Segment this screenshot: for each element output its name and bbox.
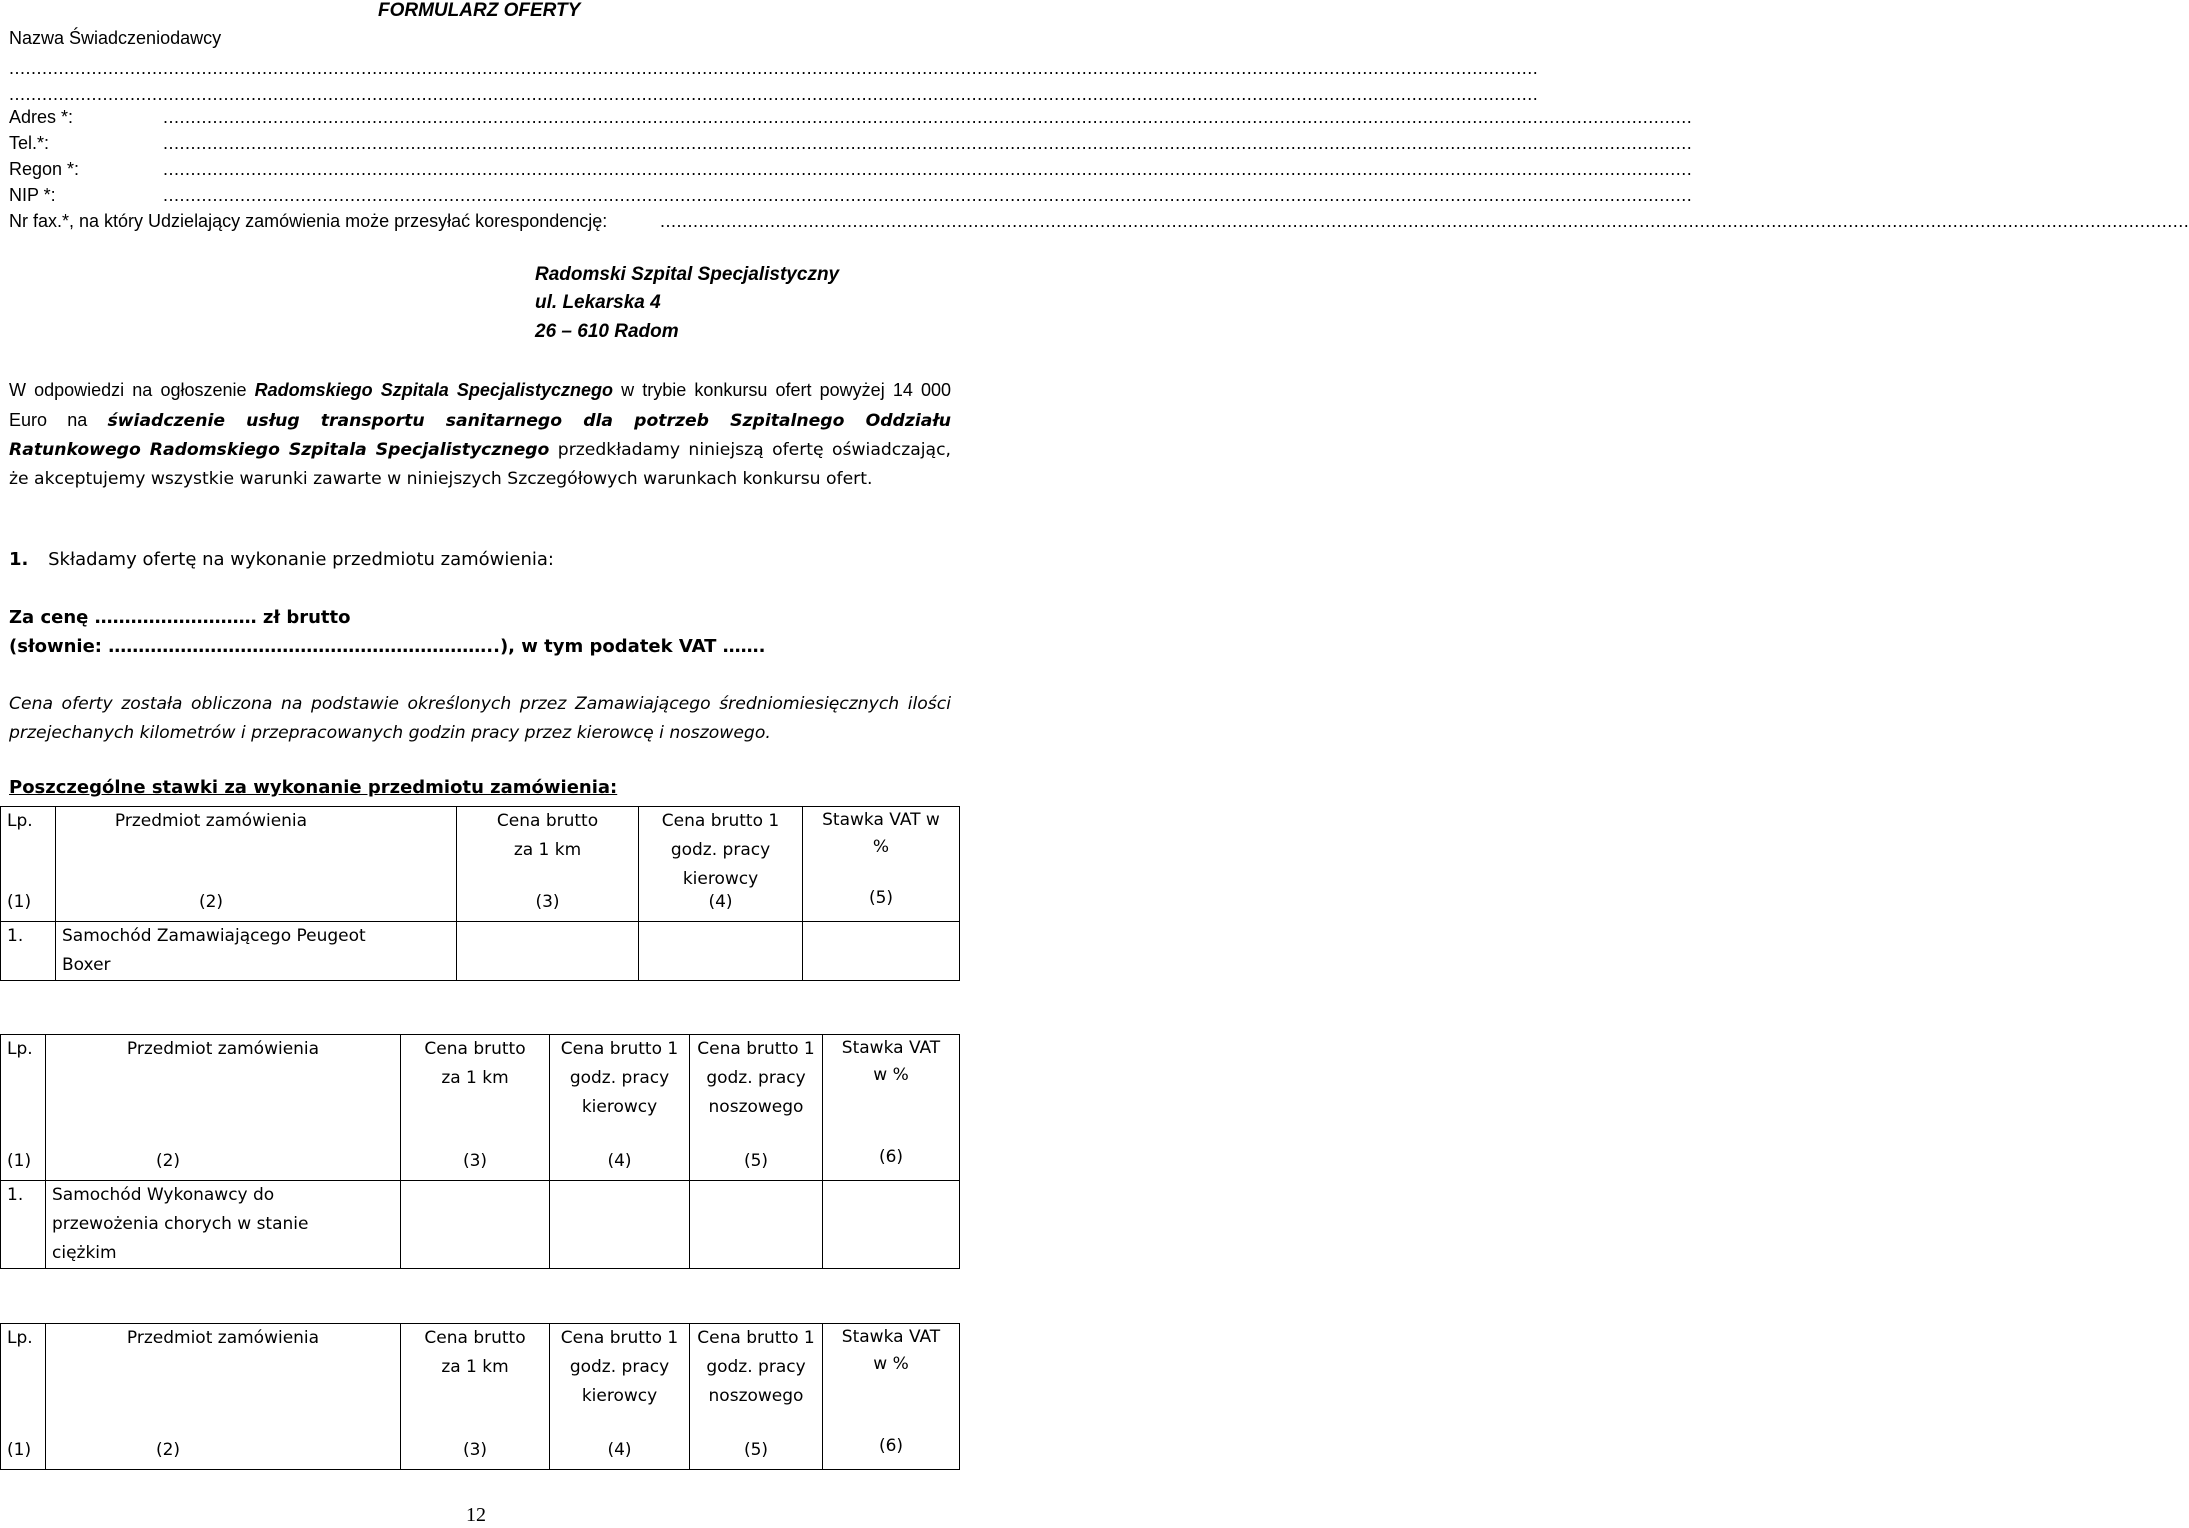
row-vat-input[interactable] — [823, 1181, 960, 1269]
header-driver: Cena brutto 1 godz. pracy kierowcy — [560, 1039, 679, 1117]
fax-field[interactable]: ...................................................................................................................................................................................................................................................................................... — [660, 211, 2189, 231]
section-1-number: 1. — [9, 549, 29, 570]
row-driver-price-input[interactable] — [550, 1181, 690, 1269]
recipient-name: Radomski Szpital Specjalistyczny — [535, 264, 840, 285]
row-km-price-input[interactable] — [457, 922, 639, 981]
section-1 — [9, 549, 554, 570]
column-number: (6) — [878, 1436, 904, 1456]
intro-text-1: W odpowiedzi na ogłoszenie — [9, 380, 255, 400]
rates-table-1 — [0, 806, 960, 981]
column-number: (5) — [868, 888, 894, 908]
price-words-line[interactable]: (słownie: ………………………………………………………..), w tym podatek VAT ……. — [9, 636, 766, 657]
intro-paragraph — [9, 376, 951, 494]
row-lp: 1. — [1, 1181, 46, 1269]
table-header-row — [1, 807, 960, 922]
column-number: (5) — [743, 1151, 769, 1171]
header-cell-vat — [823, 1035, 960, 1181]
header-cell-item — [46, 1035, 401, 1181]
intro-hospital-name: Radomskiego Szpitala Specjalistycznego — [254, 380, 613, 400]
header-cell-vat — [803, 807, 960, 922]
table-row — [1, 922, 960, 981]
recipient-street: ul. Lekarska 4 — [535, 292, 661, 313]
header-cell-lp — [1, 1324, 46, 1470]
header-vat: Stawka VAT w % — [841, 1038, 941, 1085]
regon-label: Regon *: — [9, 159, 80, 179]
row-item: Samochód Wykonawcy do przewożenia chorych w stanie ciężkim — [46, 1181, 401, 1269]
header-cell-km — [401, 1035, 550, 1181]
row-lp: 1. — [1, 922, 56, 981]
header-driver: Cena brutto 1 godz. pracy kierowcy — [661, 811, 780, 889]
table-row — [1, 1181, 960, 1269]
header-item: Przedmiot zamówienia — [126, 1039, 320, 1059]
header-cell-km — [401, 1324, 550, 1470]
price-note: Cena oferty została obliczona na podstawie określonych przez Zamawiającego średniomiesięcznych ilości przejechanych kilometrów i przepracowanych godzin pracy przez kierowcę i noszowego. — [9, 694, 951, 743]
column-number: (1) — [7, 1151, 32, 1171]
table-header-row — [1, 1035, 960, 1181]
row-km-price-input[interactable] — [401, 1181, 550, 1269]
header-lp: Lp. — [7, 811, 33, 831]
header-km: Cena brutto za 1 km — [424, 1039, 526, 1088]
column-number: (2) — [198, 892, 224, 912]
page-number: 12 — [466, 1504, 486, 1526]
column-number: (6) — [878, 1147, 904, 1167]
rates-table-2 — [0, 1034, 960, 1269]
column-number: (4) — [708, 892, 733, 912]
header-vat: Stawka VAT w % — [822, 810, 940, 857]
column-number: (1) — [7, 1440, 32, 1460]
tel-label: Tel.*: — [9, 133, 50, 153]
row-vat-input[interactable] — [803, 922, 960, 981]
header-cell-item — [56, 807, 457, 922]
header-km: Cena brutto za 1 km — [424, 1328, 526, 1377]
column-number: (5) — [743, 1440, 769, 1460]
intro-text-3: przedkładamy niniejszą ofertę oświadczając, że akceptujemy wszystkie warunki zawarte w niniejszych Szczegółowych warunkach konkursu ofert. — [9, 440, 951, 489]
column-number: (4) — [607, 1440, 632, 1460]
header-lp: Lp. — [7, 1039, 33, 1059]
column-number: (3) — [462, 1151, 488, 1171]
row-carrier-price-input[interactable] — [690, 1181, 823, 1269]
section-1-heading: Składamy ofertę na wykonanie przedmiotu zamówienia: — [48, 549, 554, 570]
rates-heading: Poszczególne stawki za wykonanie przedmiotu zamówienia: — [9, 777, 618, 798]
header-carrier: Cena brutto 1 godz. pracy noszowego — [697, 1039, 815, 1117]
row-item: Samochód Zamawiającego Peugeot Boxer — [56, 922, 457, 981]
address-label: Adres *: — [9, 107, 74, 127]
header-item: Przedmiot zamówienia — [114, 811, 308, 831]
column-number: (3) — [462, 1440, 488, 1460]
header-cell-driver — [639, 807, 803, 922]
provider-name-line-2[interactable]: ...................................................................................................................................................................................................................................................................................... — [9, 84, 1539, 104]
column-number: (2) — [155, 1440, 181, 1460]
nip-label: NIP *: — [9, 185, 56, 205]
intro-text-2: w trybie konkursu ofert powyżej 14 000 Euro na — [9, 380, 951, 430]
provider-name-label: Nazwa Świadczeniodawcy — [9, 28, 222, 48]
header-cell-lp — [1, 1035, 46, 1181]
tel-field[interactable]: ...................................................................................................................................................................................................................................................................................... — [163, 133, 1693, 153]
header-driver: Cena brutto 1 godz. pracy kierowcy — [560, 1328, 679, 1406]
address-field[interactable]: ...................................................................................................................................................................................................................................................................................... — [163, 107, 1693, 127]
header-cell-driver — [550, 1324, 690, 1470]
header-cell-vat — [823, 1324, 960, 1470]
header-cell-driver — [550, 1035, 690, 1181]
intro-service-name: świadczenie usług transportu sanitarnego dla potrzeb Szpitalnego Oddziału Ratunkowego Radomskiego Szpitala Specjalistycznego — [9, 411, 951, 460]
row-driver-price-input[interactable] — [639, 922, 803, 981]
header-lp: Lp. — [7, 1328, 33, 1348]
column-number: (1) — [7, 892, 32, 912]
column-number: (4) — [607, 1151, 632, 1171]
regon-field[interactable]: ...................................................................................................................................................................................................................................................................................... — [163, 159, 1693, 179]
header-cell-item — [46, 1324, 401, 1470]
rates-table-3 — [0, 1323, 960, 1470]
header-km: Cena brutto za 1 km — [496, 811, 599, 860]
header-cell-km — [457, 807, 639, 922]
nip-field[interactable]: ...................................................................................................................................................................................................................................................................................... — [163, 185, 1693, 205]
column-number: (3) — [535, 892, 560, 912]
header-cell-carrier — [690, 1035, 823, 1181]
table-header-row — [1, 1324, 960, 1470]
fax-label: Nr fax.*, na który Udzielający zamówienia może przesyłać korespondencję: — [9, 211, 608, 231]
header-cell-carrier — [690, 1324, 823, 1470]
provider-name-line-1[interactable]: ...................................................................................................................................................................................................................................................................................... — [9, 58, 1539, 78]
header-carrier: Cena brutto 1 godz. pracy noszowego — [697, 1328, 815, 1406]
price-line[interactable]: Za cenę ……………………… zł brutto — [9, 607, 351, 628]
header-vat: Stawka VAT w % — [841, 1327, 941, 1374]
recipient-city: 26 – 610 Radom — [535, 321, 679, 342]
form-title: FORMULARZ OFERTY — [378, 0, 581, 21]
column-number: (2) — [155, 1151, 181, 1171]
header-item: Przedmiot zamówienia — [126, 1328, 320, 1348]
